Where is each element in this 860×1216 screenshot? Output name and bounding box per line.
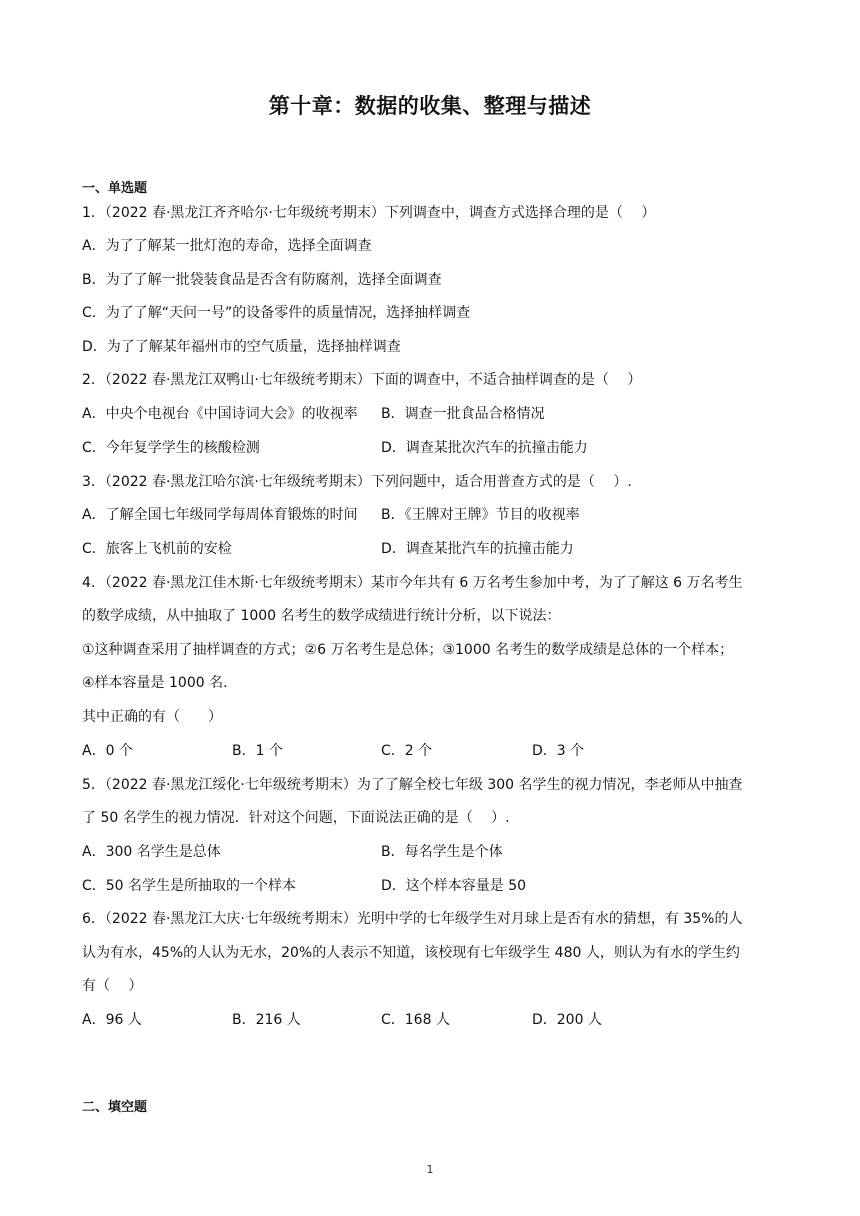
question-6-option-c: C．168 人 bbox=[381, 1012, 450, 1028]
question-6-stem-line-2: 认为有水，45%的人认为无水，20%的人表示不知道，该校现有七年级学生 480 人，则认为有水的学生约 bbox=[82, 945, 740, 961]
question-6-stem-line-1: 6．（2022 春·黑龙江大庆·七年级统考期末）光明中学的七年级学生对月球上是否有水的猜想，有 35%的人 bbox=[82, 911, 743, 927]
question-4-stem-line-1: 4．（2022 春·黑龙江佳木斯·七年级统考期末）某市今年共有 6 万名考生参加中考，为了了解这 6 万名考生 bbox=[82, 575, 743, 591]
question-4-prompt: 其中正确的有（ ） bbox=[82, 709, 222, 725]
question-5-option-c: C．50 名学生是所抽取的一个样本 bbox=[82, 878, 297, 894]
question-2-stem: 2．（2022 春·黑龙江双鸭山·七年级统考期末）下面的调查中，不适合抽样调查的是（ ） bbox=[82, 372, 642, 388]
question-1-option-b: B．为了了解一批袋装食品是否含有防腐剂，选择全面调查 bbox=[82, 272, 442, 288]
question-2-option-c: C．今年复学学生的核酸检测 bbox=[82, 440, 260, 456]
question-2-option-d: D．调查某批次汽车的抗撞击能力 bbox=[381, 440, 588, 456]
question-3-option-b: B．《王牌对王牌》节目的收视率 bbox=[381, 507, 580, 523]
question-4-option-b: B．1 个 bbox=[232, 743, 283, 759]
question-5-stem-line-2: 了 50 名学生的视力情况．针对这个问题，下面说法正确的是（ ）. bbox=[82, 810, 510, 826]
question-5-stem-line-1: 5．（2022 春·黑龙江绥化·七年级统考期末）为了了解全校七年级 300 名学生的视力情况，李老师从中抽查 bbox=[82, 777, 743, 793]
question-6-stem-line-3: 有（ ） bbox=[82, 978, 143, 994]
question-4-option-a: A．0 个 bbox=[82, 743, 133, 759]
question-5-option-b: B．每名学生是个体 bbox=[381, 844, 503, 860]
section-heading-single-choice: 一、单选题 bbox=[82, 181, 148, 196]
question-5-option-d: D．这个样本容量是 50 bbox=[381, 878, 527, 894]
page-title: 第十章：数据的收集、整理与描述 bbox=[268, 94, 592, 118]
question-4-stem-line-2: 的数学成绩，从中抽取了 1000 名考生的数学成绩进行统计分析，以下说法： bbox=[82, 608, 561, 624]
question-6-option-a: A．96 人 bbox=[82, 1012, 142, 1028]
question-3-option-d: D．调查某批汽车的抗撞击能力 bbox=[381, 541, 574, 557]
question-3-option-c: C．旅客上飞机前的安检 bbox=[82, 541, 232, 557]
question-6-option-d: D．200 人 bbox=[532, 1012, 602, 1028]
question-3-stem: 3．（2022 春·黑龙江哈尔滨·七年级统考期末）下列问题中，适合用普查方式的是（ ）. bbox=[82, 474, 632, 490]
question-4-option-d: D．3 个 bbox=[532, 743, 585, 759]
question-4-statements-line-2: ④样本容量是 1000 名． bbox=[82, 675, 238, 691]
question-1-option-a: A．为了了解某一批灯泡的寿命，选择全面调查 bbox=[82, 238, 372, 254]
question-4-statements-line-1: ①这种调查采用了抽样调查的方式；②6 万名考生是总体；③1000 名考生的数学成绩是总体的一个样本； bbox=[82, 642, 734, 658]
question-1-option-c: C．为了了解“天问一号”的设备零件的质量情况，选择抽样调查 bbox=[82, 305, 471, 321]
page-number: 1 bbox=[426, 1163, 434, 1176]
question-1-stem: 1．（2022 春·黑龙江齐齐哈尔·七年级统考期末）下列调查中，调查方式选择合理的是（ ） bbox=[82, 205, 656, 221]
question-5-option-a: A．300 名学生是总体 bbox=[82, 844, 221, 860]
question-6-option-b: B．216 人 bbox=[232, 1012, 301, 1028]
question-1-option-d: D．为了了解某年福州市的空气质量，选择抽样调查 bbox=[82, 339, 401, 355]
question-2-option-b: B．调查一批食品合格情况 bbox=[381, 406, 545, 422]
question-3-option-a: A．了解全国七年级同学每周体育锻炼的时间 bbox=[82, 507, 358, 523]
question-4-option-c: C．2 个 bbox=[381, 743, 433, 759]
question-2-option-a: A．中央个电视台《中国诗词大会》的收视率 bbox=[82, 406, 358, 422]
section-heading-fill-blank: 二、填空题 bbox=[82, 1100, 148, 1115]
